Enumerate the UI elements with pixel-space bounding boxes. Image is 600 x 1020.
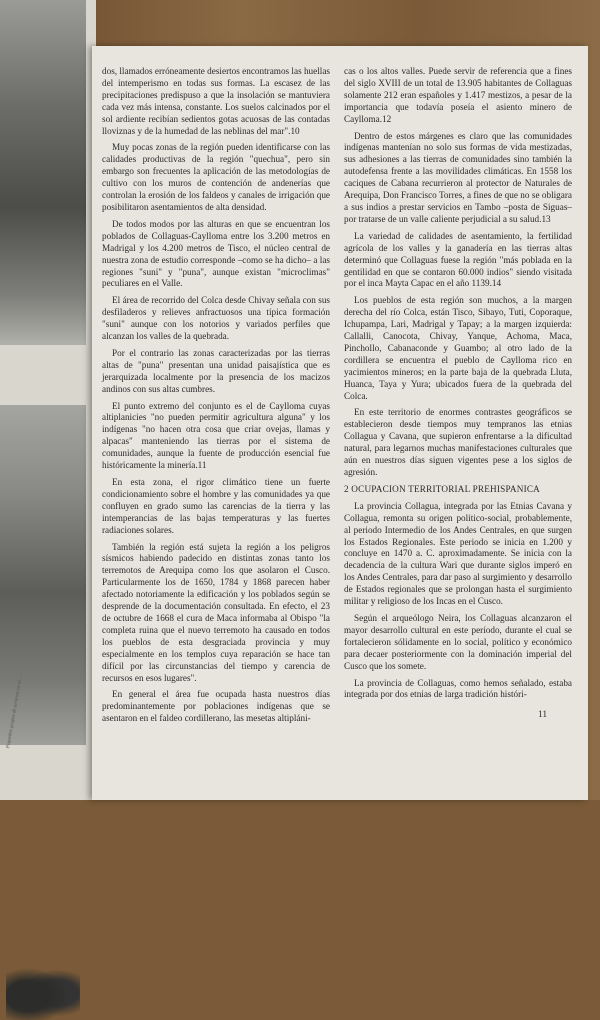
- paragraph: El punto extremo del conjunto es el de Caylloma cuyas altiplanicies "no pueden permitir agricultura alguna" y los indígenas "no hacen otra cosa que criar ovejas, llamas y alpacas" manteniendo las tierras por el sistema de comunidades, aunque la fuente de producción esencial fue históricamente la minería.11: [102, 400, 330, 471]
- section-heading: 2 OCUPACION TERRITORIAL PREHISPANICA: [344, 483, 540, 494]
- riders-illustration: [6, 960, 80, 1020]
- paragraph: Dentro de estos márgenes es claro que las comunidades indígenas mantenían no solo sus formas de vida mestizadas, sus adhesiones a las tierras de comunidades sino también la autodefensa frente a las movilidades climáticas. En 1558 los caciques de Cabana recurrieron al protector de Naturales de Arequipa, Don Francisco Torres, a fines de que no se obligara a sus indios a prestar servicios en Tambo –posta de Siguas– por tratarse de un valle caliente perjudicial a su salud.13: [344, 130, 572, 224]
- paragraph: De todos modos por las alturas en que se encuentran los poblados de Collaguas-Caylloma entre los 3.200 metros en Madrigal y los 4.200 metros de Tisco, el núcleo central de nuestra zona de estudio corresponde –como se ha dicho– a las regiones "suni" y "puna", aunque existan "microclimas" peculiares en el Valle.: [102, 218, 330, 289]
- paragraph: La provincia Collagua, integrada por las Etnias Cavana y Collagua, remonta su origen político-social, probablemente, al periodo Intermedio de los Andes Centrales, en que surgen los Estados Regionales. Este periodo se inicia en 1.200 y concluye en 1470 a. C. aproximadamente. Se inicia con la decadencia de la cultura Wari que durante siglos imperó en los Andes Centrales, para dar paso al surgimiento y desarrollo de Estados regionales que se prolongan hasta el surgimiento militar y religioso de los Incas en el Cusco.: [344, 500, 572, 607]
- paragraph: Según el arqueólogo Neira, los Collaguas alcanzaron el mayor desarrollo cultural en este período, durante el cual se fortalecieron sólidamente en lo social, político y económico para decaer posteriormente con la dominación imperial del Cusco que los somete.: [344, 612, 572, 671]
- right-column: [344, 66, 572, 706]
- paragraph: En general el área fue ocupada hasta nuestros días predominantemente por poblaciones indígenas que se asentaron en el faldeo cordillerano, las mesetas altipláni-: [102, 689, 330, 724]
- paragraph: La variedad de calidades de asentamiento, la fertilidad agrícola de los valles y la ganadería en las tierras altas determinó que Collaguas fuese la región "más poblada en la gentilidad en que se contaron 60.000 indios" siendo visitada por el inca Mayta Capac en el año 1139.14: [344, 230, 572, 289]
- paragraph: En esta zona, el rigor climático tiene un fuerte condicionamiento sobre el hombre y las comunidades ya que confluyen en grado sumo las carencias de la tierra y las intemperancias de las bajas temperaturas y las fuertes radiaciones solares.: [102, 477, 330, 535]
- paragraph: Los pueblos de esta región son muchos, a la margen derecha del río Colca, están Tisco, Sibayo, Tuti, Coporaque, Ichupampa, Lari, Madrigal y Tapay; a la margen izquierda: Callalli, Canocota, Chivay, Yanque, Achoma, Maca, Pinchollo, Cabanaconde y Guambo; al otro lado de la cordillera se encuentra el pueblo de Caylloma rico en yacimientos mineros; en la parte baja de la quebrada Lluta, Huanca, Taya y Yura; ubicados fuera de la quebrada del Colca.: [344, 295, 572, 401]
- paragraph: En este territorio de enormes contrastes geográficos se establecieron desde tiempos muy tempranos las etnias Collagua y Cavana, que supieron enfrentarse a la dificultad natural, para legarnos muchas manifestaciones culturales que aún en nuestros días siguen vigentes pese a los siglos de agresión.: [344, 407, 572, 477]
- page-number: 11: [538, 710, 548, 720]
- paragraph: dos, llamados erróneamente desiertos encontramos las huellas del intemperismo en todas sus formas. La escasez de las precipitaciones predispuso a que la insolación se mantuviera cada vez más intensa, constante. Los suelos calcinados por el sol ardiente recibían sedientos gotas acuosas de las contadas lloviznas y de la humedad de las neblinas del mar".10: [102, 66, 330, 136]
- paragraph: cas o los altos valles. Puede servir de referencia que a fines del siglo XVIII de un total de 13.905 habitantes de Collaguas solamente 212 eran españoles y 1.417 mestizos, a pesar de la importancia que todavía poseía el asiento minero de Caylloma.12: [344, 66, 572, 124]
- paragraph: Muy pocas zonas de la región pueden identificarse con las calidades productivas de la región "quechua", pero sin embargo son frecuentes la aplicación de las metodologías de cultivo con los muros de contención de andenerías que controlan la erosión de los faldeos y canales de irrigación que posibilitaron asentamientos de alta densidad.: [102, 142, 330, 212]
- left-column: [102, 66, 330, 730]
- paragraph: También la región está sujeta la región a los peligros sísmicos habiendo padecido en distintas zonas tanto los terremotos de Arequipa como los que asolaron el Cusco. Particularmente los de 1650, 1784 y 1868 parecen haber afectado notoriamente la edificación y los poblados según se desprende de la documentación consultada. En efecto, el 23 de octubre de 1668 el cura de Maca informaba al Obispo "la completa ruina que el nuevo terremoto ha causado en todos los pueblos de esta desgraciada provincia y muy especialmente en los templos cuya reparación se hace tan difícil por las circunstancias del tiempo y carencia de recursos en esos lugares".: [102, 541, 330, 683]
- landscape-photo-bottom: [0, 405, 86, 745]
- photo-caption: Pequeños grupos de arrieros en el...: [6, 676, 24, 749]
- facing-page: [0, 0, 96, 800]
- paragraph: El área de recorrido del Colca desde Chivay señala con sus desfiladeros y relieves anfractuosos una típica formación "suni" aunque con los notorios y variados perfiles que alcanzan los valles de la quebrada.: [102, 295, 330, 342]
- landscape-photo-top: [0, 0, 86, 345]
- paragraph: La provincia de Collaguas, como hemos señalado, estaba integrada por dos etnias de larga tradición históri-: [344, 677, 572, 700]
- book-page: [92, 46, 588, 800]
- paragraph: Por el contrario las zonas caracterizadas por las tierras altas de "puna" presentan una unidad paisajística que es jerarquizada localmente por la presencia de los macizos andinos con sus altas cumbres.: [102, 347, 330, 394]
